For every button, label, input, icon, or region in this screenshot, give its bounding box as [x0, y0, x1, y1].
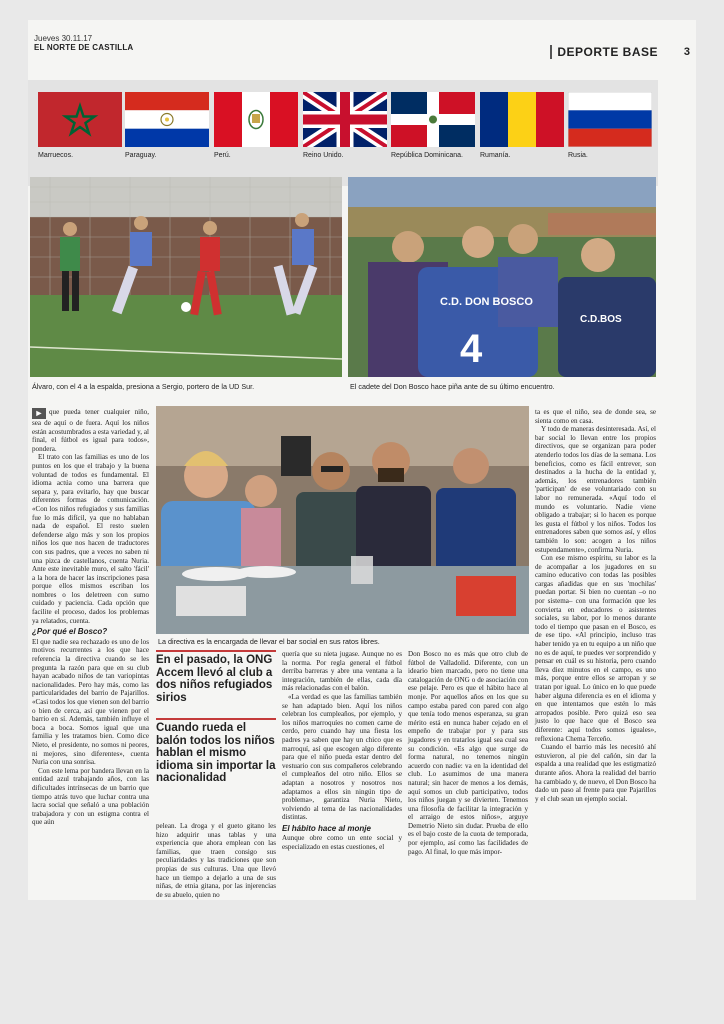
uk-flag-icon	[303, 92, 387, 147]
quote-rule	[156, 650, 276, 652]
flag-label: Marruecos.	[38, 152, 74, 159]
newspaper-name: EL NORTE DE CASTILLA	[34, 43, 134, 52]
page-number: 3	[683, 46, 690, 58]
article-column-1	[32, 408, 149, 827]
article-column-5	[535, 408, 656, 803]
article-paragraph: El trato con las familias es uno de los puntos en los que el trabajo y la buena voluntad de todos es fundamental. El idioma actúa como una barrera que separa y, para evitarlo, hay que buscar diferentes formas de comunicación. «Con los niños refugiados y sus familias fue lo más difícil, ya que no hablaban nada de español. El resto suelen defenderse algo más y son los propios niños los que nos hacen de traductores con sus padres, que a veces no saben ni una pizca de castellanos, cuenta Nuria. Ante este inevitable muro, el salto 'fácil' a la hora de hacer las inscripciones pasa porque ellos mismos escriban los nombres o los deletreen con sumo cuidado y paciencia. Cada opción que facilite el proceso, dados los problemas ya relatados, cuenta.	[32, 453, 149, 625]
jersey-text: C.D. DON BOSCO	[440, 296, 533, 308]
article-paragraph: Aunque obre como un ente social y especializado en estas cuestiones, el	[282, 834, 402, 852]
masthead	[34, 34, 133, 52]
section-title: DEPORTE BASE	[550, 45, 658, 59]
flag-label: Rusia.	[568, 152, 588, 159]
newspaper-page	[28, 20, 696, 900]
peru-flag-icon	[214, 92, 298, 147]
article-subheading: ¿Por qué el Bosco?	[32, 627, 108, 637]
article-paragraph: El que nadie sea rechazado es uno de los motivos recurrentes a los que hace referencia la directiva cuando se les pregunta la razón para que en su club hayan acabado niños de tan variopintas nacionalidades. Pero hay más, como las particularidades del barrio de Pajarillos. «Casi todos los que vienen son del barrio o bien de cerca, así que vienen por el barrio en sí. Además, también influye el boca a boca. Somos igual que una familia y les tratamos bien. Como dice Nieto, el presidente, no somos ni peores, ni mejores, sino diferentes», cuenta Nuria con una sonrisa.	[32, 637, 149, 767]
article-column-4	[408, 650, 528, 856]
pull-quote: En el pasado, la ONG Accem llevó al club a dos niños refugiados sirios	[156, 654, 273, 704]
flag-label: Rumanía.	[480, 152, 511, 159]
article-paragraph: Con este lema por bandera llevan en la entidad azul trabajando años, con las dificultades intrínsecas de un barrio que tiempo atrás tuvo que luchar contra una lacra social que señaló a una población trabajadora y con un estigma contra el que aún	[32, 766, 149, 827]
article-paragraph: Cuando el barrio más les necesitó ahí estuvieron, al pie del cañón, sin dar la espalda a una realidad que les estigmatizó durante años. Ahora la realidad del barrio ha cambiado y, de nuevo, el Don Bosco ha dado un paso al frente para que Pajarillos y el club sean un ejemplo social.	[535, 743, 656, 803]
issue-date: Jueves 30.11.17	[34, 34, 93, 43]
article-paragraph: «La verdad es que las familias también se han adaptado bien. Aquí los niños celebran los cumpleaños, por ejemplo, y los niños marroquíes no comen carne de cerdo, pero cuando hay una fiesta los padres ya saben que hay un chico que es marroquí, así que escogen algo diferente para que el niño pueda estar dentro del vestuario con sus compañeros celebrando el cumpleaños del otro niño. Ellos se adaptan a nosotros y nosotros nos adaptamos a ellos sin ningún tipo de problema», garantiza Nuria Nieto, volviendo al tema de las nacionalidades distintas.	[282, 692, 402, 822]
article-subheading: El hábito hace al monje	[282, 823, 371, 833]
flags-band	[28, 80, 658, 186]
article-paragraph: Y todo de maneras desinteresada. Así, el bar social lo llevan entre los propios directivos, que se organizan para poder atenderlo todos los días de la semana. Los beneficios, como es fácil entrever, son destinados a la hucha de la entidad y, además, los entrenadores también 'participan' de ese voluntariado con su labor no remunerada. «Aquí todo el mundo es voluntario. Nadie viene obligado a trabajar; si lo hacen es porque les gusta el fútbol y los niños. Todos los entrenadores saben que somos así, y ellos también lo son: acogen a los niños estupendamente», confirma Nuria.	[535, 425, 656, 554]
bar-photo	[156, 406, 529, 634]
pull-quote: Cuando rueda el balón todos los niños hablan el mismo idioma sin importar la nacionalidad	[156, 722, 276, 784]
morocco-flag-icon	[38, 92, 122, 147]
jersey-number: 4	[460, 327, 483, 371]
romania-flag-icon	[480, 92, 564, 147]
paraguay-flag-icon	[125, 92, 209, 147]
article-paragraph: quería que su nieta jugase. Aunque no es la norma. Por regla general el fútbol derriba barreras y abre una ventana a la integración, también de ellas, cada día más relacionadas con el balón.	[282, 650, 402, 693]
article-column-3	[282, 650, 402, 852]
match-photo	[30, 177, 342, 377]
team-photo-caption: El cadete del Don Bosco hace piña ante de su último encuentro.	[350, 382, 555, 391]
flag-label: República Dominicana.	[391, 152, 463, 159]
article-paragraph: Don Bosco no es más que otro club de fútbol de Valladolid. Diferente, con un ideario bien marcado, pero no tiene una catalogación de ONG o de asociación con ese pelaje. Pero es que el hábito hace al monje. Por aquellos años en los que su campo estaba pared con pared con algo que tenía todo menos esperanza, su gran mérito está en nunca haber cejado en el empeño de trabajar por y para sus jugadores y en tratarlos igual sea cual sea su condición. «Es algo que surge de forma natural, no tenemos ningún acuerdo con nadie: va en la identidad del club. Lo asumimos de una manera natural; sin hacer de menos a los demás, aquí somos un club participativo, todos los niños juegan y se divierten. Tenemos una filosofía de facilitar la integración y el arraigo de estos niños», arguye Demetrio Nieto sin dudar. Prueba de ello es el bajo coste de la cuota de temporada, por ejemplo, así como las facilidades de pago. Al final, lo que más impor-	[408, 650, 528, 856]
dominican-republic-flag-icon	[391, 92, 475, 147]
article-paragraph: ta es que el niño, sea de donde sea, se sienta como en casa.	[535, 408, 656, 425]
team-photo	[348, 177, 656, 377]
article-paragraph: pelean. La droga y el gueto gitano les hizo adquirir unas tablas y una experiencia que ahora emplean con las familias, que traen consigo sus peculiaridades y las tradiciones que son propias de sus culturas. Una que llevó hace un tiempo a dejarlo a una de sus niñas, de etnia gitana, por las injerencias de su abuelo, quien no	[156, 822, 276, 899]
flag-label: Perú.	[214, 152, 231, 159]
bar-photo-caption: La directiva es la encargada de llevar el bar social en sus ratos libres.	[158, 637, 380, 646]
flag-label: Reino Unido.	[303, 152, 344, 159]
match-photo-caption: Álvaro, con el 4 a la espalda, presiona a Sergio, portero de la UD Sur.	[32, 382, 255, 391]
article-column-2	[156, 822, 276, 899]
jersey-text-2: C.D.BOS	[580, 314, 622, 325]
russia-flag-icon	[568, 92, 652, 147]
quote-rule	[156, 718, 276, 720]
article-paragraph: Con ese mismo espíritu, su labor es la de acompañar a los jugadores en su camino educativo con todas las posibles cargas añadidas que en sus 'mochilas' puedan portar. Si bien no cuentan –o no por sistema– con una formación que les convierta en educadores o asistentes sociales, su labor, por lo menos durante todo el tiempo que pasan en el Bosco, es de ese tipo. «Al principio, incluso tras haber tenido ya en tu equipo a un niño que no es de aquí, te puedes ver sorprendido y pensar en cuál es su historia, pero cuando lleva diez minutos en el campo, es uno más, porque entre ellos se arropan y se tratan por igual. Lo único en lo que puede haber alguna diferencia es en el idioma y en que intentamos que estén lo más arropados posible. Pero quizá eso sea justo lo que hace que el Bosco sea diferente: aquí todos somos iguales», reflexiona Chema Terceño.	[535, 554, 656, 743]
continuation-arrow-icon: ►	[32, 408, 46, 419]
article-paragraph: que pueda tener cualquier niño, sea de aquí o de fuera. Aquí los niños están acostumbrados a esta variedad y, al final, el fútbol es igual para todos», pondera.	[32, 408, 149, 453]
flag-label: Paraguay.	[125, 152, 157, 159]
